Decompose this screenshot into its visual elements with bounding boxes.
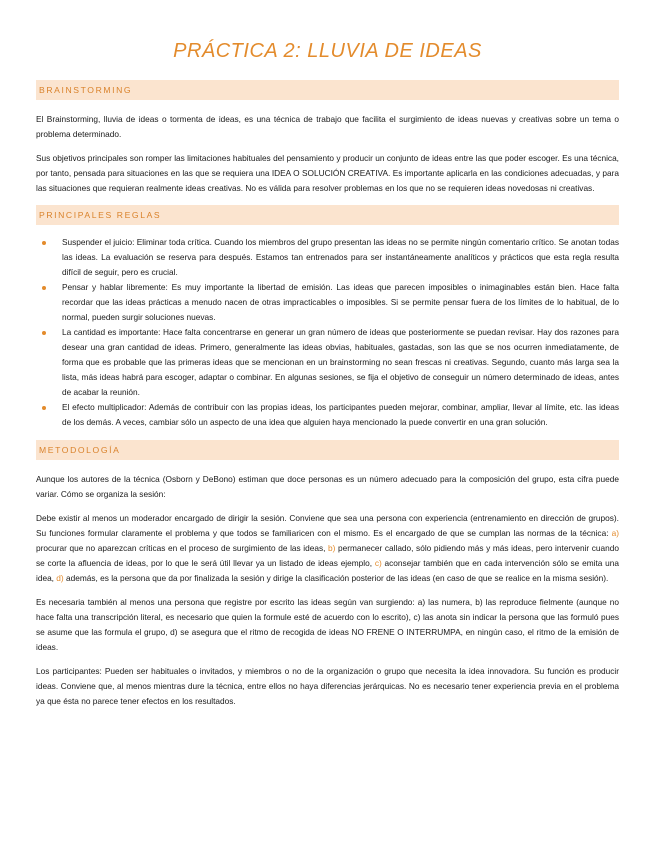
list-item: [54, 235, 619, 280]
paragraph: Los participantes: Pueden ser habituales o invitados, y miembros o no de la organización o grupo que necesita la idea innovadora. Su función es producir ideas. Conviene que, al menos mientras dure la técnica, entre ellos no haya diferencias jerárquicas. No es necesario tener experiencia previa en el problema ya que ésta no parece tener efectos en los resultados.: [36, 666, 619, 706]
label-d: d): [56, 573, 64, 583]
list-item-text: La cantidad es importante: Hace falta concentrarse en generar un gran número de ideas que posteriormente se puedan revisar. Hay dos razones para desear una gran cantidad de ideas. Primero, generalmente las ideas obvias, habituales, gastadas, son las que se nos ocurren inmediatamente, de forma que es probable que las primeras ideas que se mencionan en un brainstorming no sean frescas ni creativas. Segundo, cuanto más larga sea la lista, más ideas habrá para escoger, adaptar o combinar. En algunas sesiones, se fija el objetivo de conseguir un número determinado de ideas, antes de acabar la reunión.: [62, 327, 619, 397]
page-title: PRÁCTICA 2: LLUVIA DE IDEAS: [173, 40, 482, 62]
label-a: a): [611, 528, 619, 538]
bullet-dot: [42, 406, 46, 410]
list-item: [54, 325, 619, 400]
paragraph-moderator: [36, 511, 619, 586]
paragraph: Aunque los autores de la técnica (Osborn y DeBono) estiman que doce personas es un número adecuado para la composición del grupo, esta cifra puede variar. Cómo se organiza la sesión:: [36, 474, 619, 499]
section-header-metodologia: METODOLOGÍA: [36, 440, 619, 460]
bullet-dot: [42, 286, 46, 290]
list-item: [54, 280, 619, 325]
content: [36, 80, 619, 709]
paragraph: Es necesaria también al menos una persona que registre por escrito las ideas según van surgiendo: a) las numera, b) las reproduce fielmente (aunque no hace falta una transcripción literal, es necesario que quien la formule esté de acuerdo con lo escrito), c) las anota sin indicar la persona que las formuló pues se asume que las formula el grupo, d) se asegura que el ritmo de recogida de ideas NO FRENE O INTERRUMPA, en ningún caso, el ritmo de la emisión de ideas.: [36, 597, 619, 652]
list-item-text: Pensar y hablar libremente: Es muy importante la libertad de emisión. Las ideas que parecen imposibles o inimaginables están bien. Hace falta recordar que las ideas prácticas a menudo nacen de otras impracticables o imposibles. Si se permite pensar fuera de los límites de lo habitual, de lo normal, pueden surgir soluciones nuevas.: [62, 282, 619, 322]
rules-list: [36, 235, 619, 430]
text-run: Debe existir al menos un moderador encargado de dirigir la sesión. Conviene que sea una persona con experiencia (entrenamiento en dirección de grupos). Su funciones formular claramente el problema y que todos se familiaricen con el mismo. Es el encargado de que se cumplan las normas de la técnica:: [36, 513, 619, 538]
list-item-text: Suspender el juicio: Eliminar toda crítica. Cuando los miembros del grupo presentan las ideas no se permite ningún comentario crítico. Se anotan todas las ideas. La evaluación se reserva para después. Estamos tan entrenados para ser instantáneamente analíticos y prácticos que esta regla resulta difícil de seguir, pero es crucial.: [62, 237, 619, 277]
label-b: b): [328, 543, 336, 553]
label-c: c): [374, 558, 382, 568]
bullet-dot: [42, 331, 46, 335]
section-header-reglas: PRINCIPALES REGLAS: [36, 205, 619, 225]
text-run: además, es la persona que da por finalizada la sesión y dirige la clasificación posterior de las ideas (en caso de que se realice en la misma sesión).: [63, 573, 609, 583]
text-run: aconsejar también que en cada intervención sólo se emita una idea,: [36, 558, 619, 583]
paragraph: El Brainstorming, lluvia de ideas o tormenta de ideas, es una técnica de trabajo que facilita el surgimiento de ideas nuevas y creativas sobre un tema o problema determinado.: [36, 114, 619, 139]
bullet-dot: [42, 241, 46, 245]
section-header-brainstorming: BRAINSTORMING: [36, 80, 619, 100]
text-run: permanecer callado, sólo pidiendo más y más ideas, pero intervenir cuando se corte la afluencia de ideas, por lo que le será útil llevar ya un listado de ideas ejemplo,: [36, 543, 619, 568]
list-item-text: El efecto multiplicador: Además de contribuir con las propias ideas, los participantes pueden mejorar, combinar, ampliar, llevar al límite, etc. las ideas de los demás. A veces, cambiar sólo un aspecto de una idea que alguien haya mencionado la puede convertir en una gran solución.: [62, 402, 619, 427]
text-run: procurar que no aparezcan críticas en el proceso de surgimiento de las ideas,: [36, 543, 329, 553]
list-item: [54, 400, 619, 430]
paragraph: Sus objetivos principales son romper las limitaciones habituales del pensamiento y producir un conjunto de ideas entre las que poder escoger. Es una técnica, por tanto, pensada para situaciones en las que se requiera una IDEA O SOLUCIÓN CREATIVA. Es importante aplicarla en las condiciones adecuadas, y para las situaciones que requieran realmente ideas creativas. No es válida para resolver problemas en los que no se requieren ideas novedosas ni creativas.: [36, 153, 619, 193]
